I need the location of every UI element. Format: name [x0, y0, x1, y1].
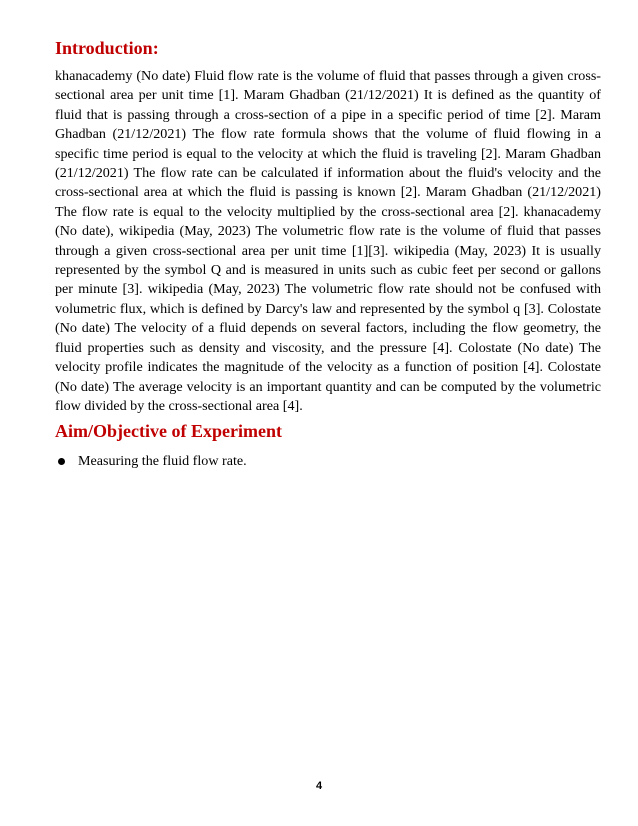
introduction-paragraph: khanacademy (No date) Fluid flow rate is the volume of fluid that passes through a given cross-sectional area per unit time [1]. Maram Ghadban (21/12/2021) It is defined as the quantity of fluid that is passing through a cross-section of a pipe in a specific period of time [2]. Maram Ghadban (21/12/2021) The flow rate formula shows that the volume of fluid flowing in a specific time period is equal to the velocity at which the fluid is traveling [2]. Maram Ghadban (21/12/2021) The flow rate can be calculated if information about the fluid's velocity and the cross-sectional area at which the fluid is passing is known [2]. Maram Ghadban (21/12/2021) The flow rate is equal to the velocity multiplied by the cross-sectional area [2]. khanacademy (No date), wikipedia (May, 2023) The volumetric flow rate is the volume of fluid that passes through a given cross-sectional area per unit time [1][3]. wikipedia (May, 2023) It is usually represented by the symbol Q and is measured in units such as cubic feet per second or gallons per minute [3]. wikipedia (May, 2023) The volumetric flow rate should not be confused with volumetric flux, which is defined by Darcy's law and represented by the symbol q [3]. Colostate (No date) The velocity of a fluid depends on several factors, including the flow geometry, the fluid properties such as density and viscosity, and the pressure [4]. Colostate (No date) The velocity profile indicates the magnitude of the velocity as a function of position [4]. Colostate (No date) The average velocity is an important quantity and can be computed by the volumetric flow divided by the cross-sectional area [4]. — [55, 68, 601, 414]
list-item-text: Measuring the fluid flow rate. — [78, 453, 247, 469]
introduction-heading: Introduction: — [55, 38, 159, 58]
aim-objective-heading: Aim/Objective of Experiment — [55, 421, 282, 441]
objective-list — [55, 452, 247, 471]
page-number: 4 — [315, 780, 323, 792]
bullet-icon — [58, 458, 65, 465]
list-item — [55, 452, 247, 471]
